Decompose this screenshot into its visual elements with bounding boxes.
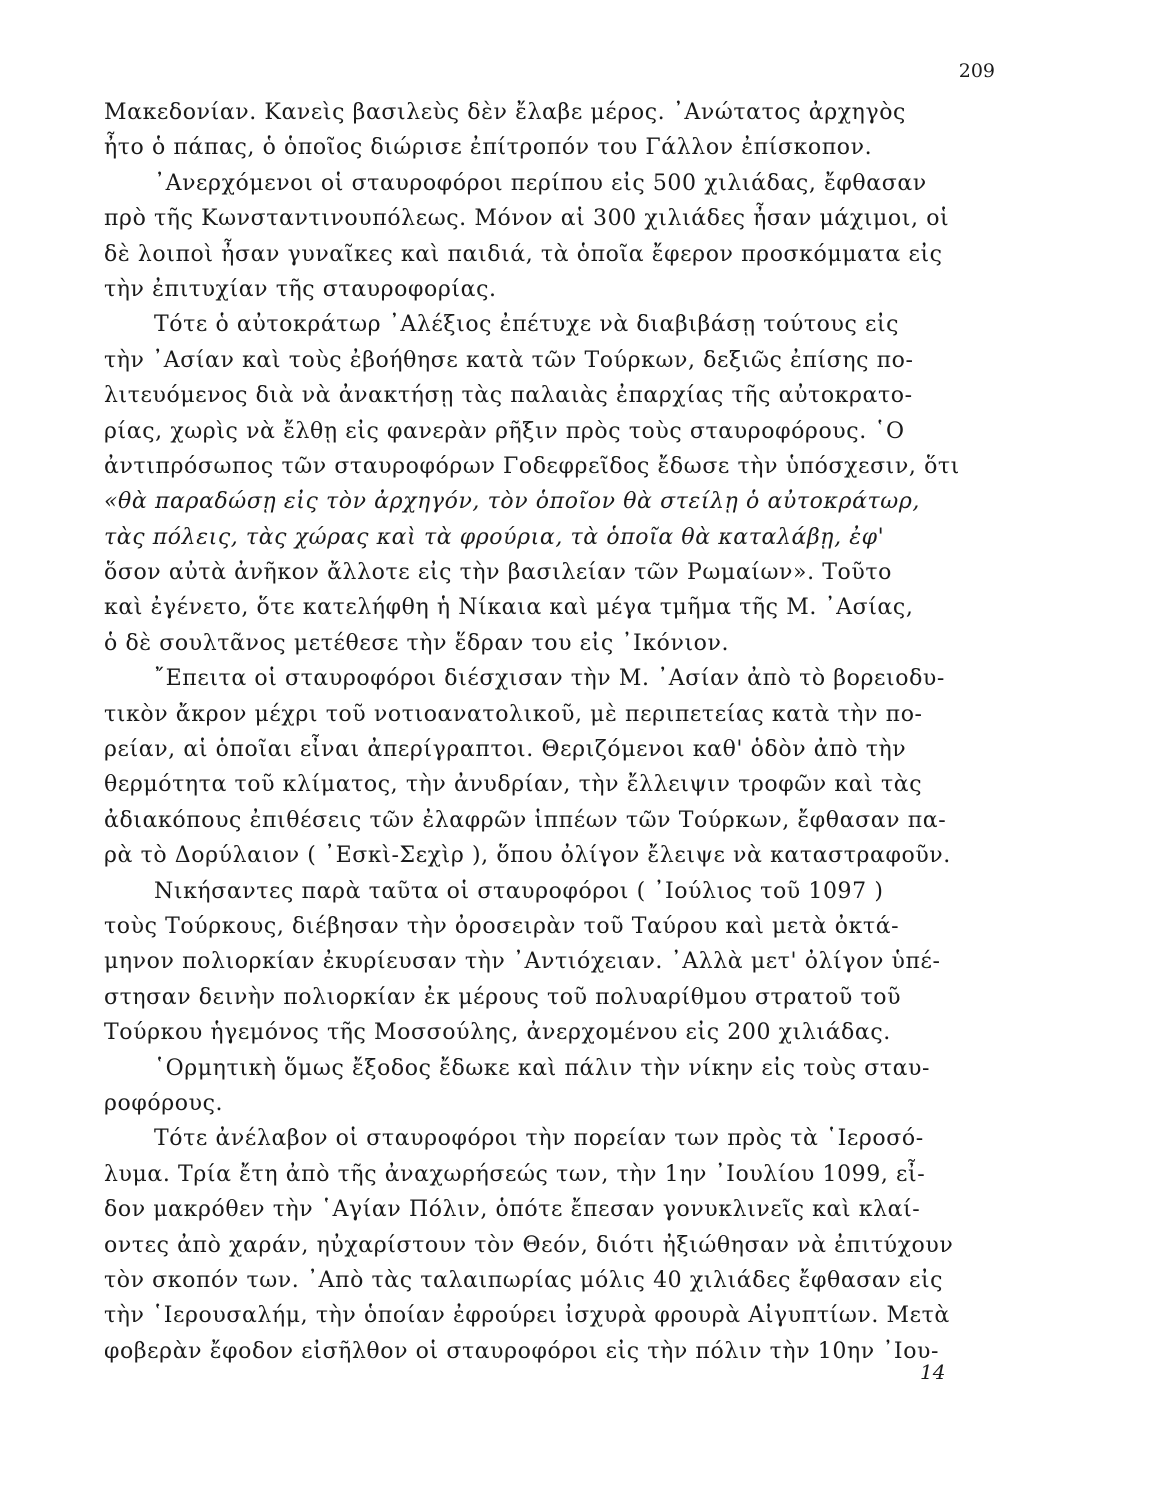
text-line: ὅσον αὐτὰ ἀνῆκον ἄλλοτε εἰς τὴν βασιλείαν τῶν Ρωμαίων». Τοῦτο	[104, 560, 892, 586]
text-line: ρείαν, αἱ ὁποῖαι εἶναι ἀπερίγραπτοι. Θεριζόμενοι καθ' ὁδὸν ἀπὸ τὴν	[104, 737, 907, 763]
page-number: 209	[958, 60, 995, 82]
body-text	[104, 95, 996, 1369]
text-line: καὶ ἐγένετο, ὅτε κατελήφθη ἡ Νίκαια καὶ μέγα τμῆμα τῆς Μ. ᾿Ασίας,	[104, 595, 914, 621]
text-line: Τούρκου ἡγεμόνος τῆς Μοσσούλης, ἀνερχομένου εἰς 200 χιλιάδας.	[104, 1020, 891, 1046]
text-line: ἀντιπρόσωπος τῶν σταυροφόρων Γοδεφρεῖδος ἔδωσε τὴν ὑπόσχεσιν, ὅτι	[104, 453, 960, 479]
text-line: δὲ λοιποὶ ἦσαν γυναῖκες καὶ παιδιά, τὰ ὁποῖα ἔφερον προσκόμματα εἰς	[104, 241, 943, 267]
paragraph-start-line: Τότε ὁ αὐτοκράτωρ ᾿Αλέξιος ἐπέτυχε νὰ διαβιβάσῃ τούτους εἰς	[154, 312, 900, 338]
quoted-text-line: τὰς πόλεις, τὰς χώρας καὶ τὰ φρούρια, τὰ ὁποῖα θὰ καταλάβῃ, ἐφ'	[104, 524, 885, 550]
paragraph-start-line: ῎Επειτα οἱ σταυροφόροι διέσχισαν τὴν Μ. ᾿Ασίαν ἀπὸ τὸ βορειοδυ-	[154, 666, 945, 692]
quoted-text-line: «θὰ παραδώσῃ εἰς τὸν ἀρχηγόν, τὸν ὁποῖον θὰ στείλῃ ὁ αὐτοκράτωρ,	[104, 489, 920, 515]
text-line: τὸν σκοπόν των. ᾿Απὸ τὰς ταλαιπωρίας μόλις 40 χιλιάδες ἔφθασαν εἰς	[104, 1267, 944, 1293]
paragraph-start-line: Τότε ἀνέλαβον οἱ σταυροφόροι τὴν πορείαν των πρὸς τὰ ῾Ιεροσό-	[154, 1126, 924, 1152]
text-line: τοὺς Τούρκους, διέβησαν τὴν ὀροσειρὰν τοῦ Ταύρου καὶ μετὰ ὀκτά-	[104, 913, 900, 939]
text-line: ρὰ τὸ Δορύλαιον ( ᾿Εσκὶ-Σεχὶρ ), ὅπου ὀλίγον ἔλειψε νὰ καταστραφοῦν.	[104, 843, 951, 869]
text-line: λυμα. Τρία ἔτη ἀπὸ τῆς ἀναχωρήσεώς των, τὴν 1ην ᾿Ιουλίου 1099, εἶ-	[104, 1161, 926, 1187]
text-line: τὴν ἐπιτυχίαν τῆς σταυροφορίας.	[104, 276, 497, 302]
paragraph-start-line: Νικήσαντες παρὰ ταῦτα οἱ σταυροφόροι ( ᾿Ιούλιος τοῦ 1097 )	[154, 878, 884, 904]
text-line: θερμότητα τοῦ κλίματος, τὴν ἀνυδρίαν, τὴν ἔλλειψιν τροφῶν καὶ τὰς	[104, 772, 923, 798]
text-line: ἦτο ὁ πάπας, ὁ ὁποῖος διώρισε ἐπίτροπόν του Γάλλον ἐπίσκοπον.	[104, 135, 873, 161]
text-line: δον μακρόθεν τὴν ῾Αγίαν Πόλιν, ὁπότε ἔπεσαν γονυκλινεῖς καὶ κλαί-	[104, 1197, 921, 1223]
text-line: στησαν δεινὴν πολιορκίαν ἐκ μέρους τοῦ πολυαρίθμου στρατοῦ τοῦ	[104, 984, 902, 1010]
text-line: οντες ἀπὸ χαράν, ηὐχαρίστουν τὸν Θεόν, διότι ἠξιώθησαν νὰ ἐπιτύχουν	[104, 1232, 954, 1258]
text-line: ροφόρους.	[104, 1090, 224, 1116]
text-line: ὁ δὲ σουλτᾶνος μετέθεσε τὴν ἕδραν του εἰς ᾿Ικόνιον.	[104, 630, 730, 656]
text-line: φοβερὰν ἔφοδον εἰσῆλθον οἱ σταυροφόροι εἰς τὴν πόλιν τὴν 10ην ᾿Ιου-	[104, 1338, 940, 1364]
printer-signature-mark: 14	[920, 1360, 946, 1384]
text-line: τὴν ῾Ιερουσαλήμ, τὴν ὁποίαν ἐφρούρει ἰσχυρὰ φρουρὰ Αἰγυπτίων. Μετὰ	[104, 1303, 950, 1329]
text-line: τικὸν ἄκρον μέχρι τοῦ νοτιοανατολικοῦ, μὲ περιπετείας κατὰ τὴν πο-	[104, 701, 923, 727]
paragraph-start-line: ῾Ορμητικὴ ὅμως ἔξοδος ἔδωκε καὶ πάλιν τὴν νίκην εἰς τοὺς σταυ-	[154, 1055, 931, 1081]
text-line: λιτευόμενος διὰ νὰ ἀνακτήσῃ τὰς παλαιὰς ἐπαρχίας τῆς αὐτοκρατο-	[104, 383, 913, 409]
text-line: Μακεδονίαν. Κανεὶς βασιλεὺς δὲν ἔλαβε μέρος. ᾿Ανώτατος ἀρχηγὸς	[104, 100, 906, 125]
text-line: μηνον πολιορκίαν ἐκυρίευσαν τὴν ᾿Αντιόχειαν. ᾿Αλλὰ μετ' ὀλίγον ὑπέ-	[104, 949, 941, 975]
text-line: ρίας, χωρὶς νὰ ἔλθῃ εἰς φανερὰν ρῆξιν πρὸς τοὺς σταυροφόρους. ῾Ο	[104, 418, 905, 444]
text-line: ἀδιακόπους ἐπιθέσεις τῶν ἐλαφρῶν ἱππέων τῶν Τούρκων, ἔφθασαν πα-	[104, 807, 947, 833]
text-line: πρὸ τῆς Κωνσταντινουπόλεως. Μόνον αἱ 300 χιλιάδες ἦσαν μάχιμοι, οἱ	[104, 206, 950, 232]
paragraph-start-line: ᾿Ανερχόμενοι οἱ σταυροφόροι περίπου εἰς 500 χιλιάδας, ἔφθασαν	[154, 170, 927, 196]
text-line: τὴν ᾿Ασίαν καὶ τοὺς ἐβοήθησε κατὰ τῶν Τούρκων, δεξιῶς ἐπίσης πο-	[104, 347, 914, 373]
